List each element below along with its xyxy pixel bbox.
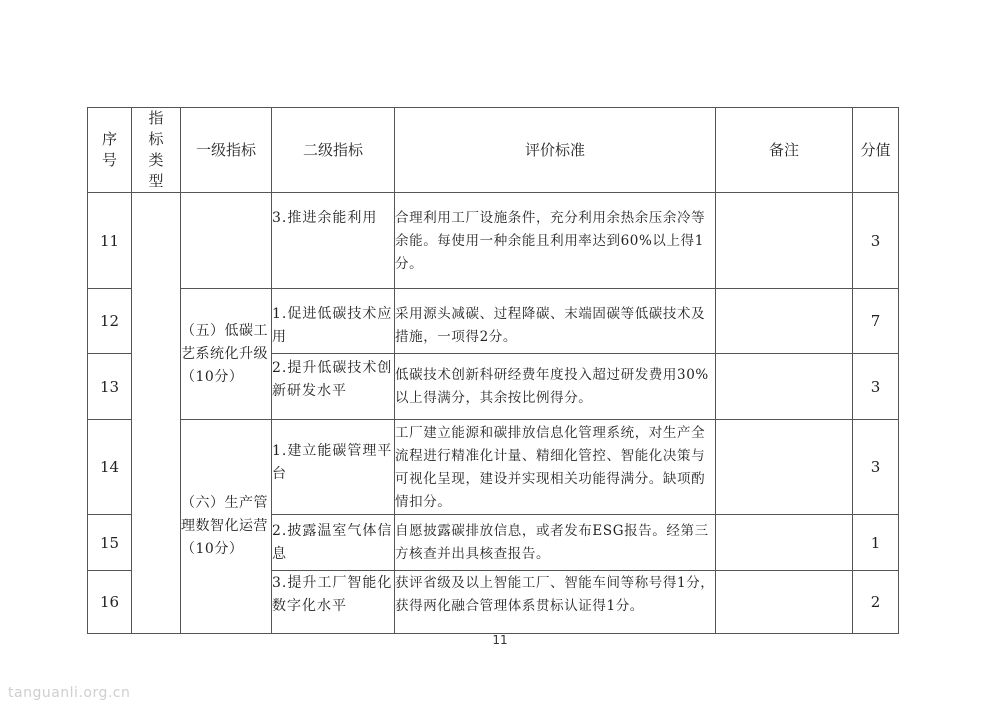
header-remarks: 备注 bbox=[716, 108, 853, 193]
header-level2: 二级指标 bbox=[272, 108, 395, 193]
seq-cell: 11 bbox=[88, 193, 132, 289]
type-cell bbox=[132, 193, 181, 634]
level1-group-cell: （五）低碳工艺系统化升级（10分） bbox=[181, 289, 272, 420]
criteria-cell: 自愿披露碳排放信息，或者发布ESG报告。经第三方核查并出具核查报告。 bbox=[395, 515, 716, 571]
header-seq: 序号 bbox=[88, 108, 132, 193]
watermark: tanguanli.org.cn bbox=[8, 685, 131, 701]
score-cell: 3 bbox=[853, 420, 899, 515]
level2-cell: 2.披露温室气体信息 bbox=[272, 515, 395, 571]
table-row bbox=[88, 420, 899, 515]
seq-cell: 16 bbox=[88, 571, 132, 634]
criteria-cell: 合理利用工厂设施条件，充分利用余热余压余冷等余能。每使用一种余能且利用率达到60%以上得1分。 bbox=[395, 193, 716, 289]
header-criteria: 评价标准 bbox=[395, 108, 716, 193]
score-cell: 2 bbox=[853, 571, 899, 634]
level2-cell: 2.提升低碳技术创新研发水平 bbox=[272, 354, 395, 420]
level1-cell bbox=[181, 193, 272, 289]
seq-cell: 13 bbox=[88, 354, 132, 420]
score-cell: 3 bbox=[853, 354, 899, 420]
evaluation-table bbox=[87, 107, 899, 634]
remarks-cell bbox=[716, 289, 853, 354]
criteria-cell: 采用源头减碳、过程降碳、末端固碳等低碳技术及措施，一项得2分。 bbox=[395, 289, 716, 354]
header-level1: 一级指标 bbox=[181, 108, 272, 193]
seq-cell: 12 bbox=[88, 289, 132, 354]
page-number: 11 bbox=[492, 633, 508, 647]
seq-cell: 15 bbox=[88, 515, 132, 571]
level2-cell: 3.提升工厂智能化数字化水平 bbox=[272, 571, 395, 634]
remarks-cell bbox=[716, 420, 853, 515]
criteria-cell: 获评省级及以上智能工厂、智能车间等称号得1分，获得两化融合管理体系贯标认证得1分。 bbox=[395, 571, 716, 634]
remarks-cell bbox=[716, 193, 853, 289]
remarks-cell bbox=[716, 354, 853, 420]
level1-group-cell: （六）生产管理数智化运营（10分） bbox=[181, 420, 272, 634]
header-type: 指标类型 bbox=[132, 108, 181, 193]
criteria-cell: 低碳技术创新科研经费年度投入超过研发费用30%以上得满分，其余按比例得分。 bbox=[395, 354, 716, 420]
level2-cell: 1.建立能碳管理平台 bbox=[272, 420, 395, 515]
score-cell: 1 bbox=[853, 515, 899, 571]
score-cell: 7 bbox=[853, 289, 899, 354]
seq-cell: 14 bbox=[88, 420, 132, 515]
level2-cell: 1.促进低碳技术应用 bbox=[272, 289, 395, 354]
table-row bbox=[88, 289, 899, 354]
level2-cell: 3.推进余能利用 bbox=[272, 193, 395, 289]
header-score: 分值 bbox=[853, 108, 899, 193]
score-cell: 3 bbox=[853, 193, 899, 289]
remarks-cell bbox=[716, 571, 853, 634]
table-header-row bbox=[88, 108, 899, 193]
remarks-cell bbox=[716, 515, 853, 571]
criteria-cell: 工厂建立能源和碳排放信息化管理系统，对生产全流程进行精准化计量、精细化管控、智能化决策与可视化呈现，建设并实现相关功能得满分。缺项酌情扣分。 bbox=[395, 420, 716, 515]
table-row bbox=[88, 193, 899, 289]
